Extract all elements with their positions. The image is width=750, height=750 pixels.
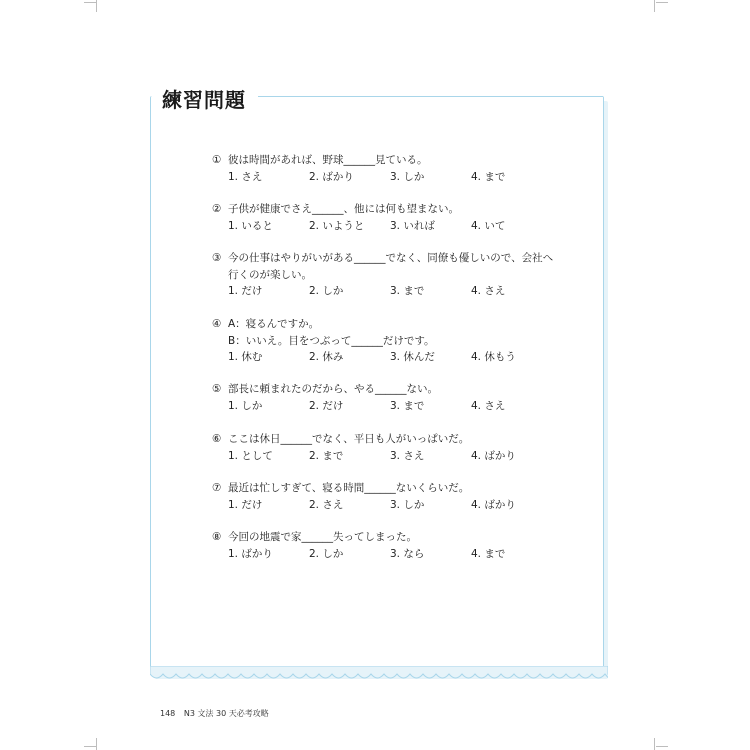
choice: 4. ばかり	[471, 449, 516, 462]
choice: 2. いようと	[309, 219, 365, 232]
page-footer	[160, 708, 269, 719]
choice: 1. ばかり	[228, 547, 273, 560]
choice: 4. いて	[471, 219, 506, 232]
question-8	[212, 529, 572, 562]
question-text: 最近は忙しすぎて、寝る時間______ないくらいだ。	[228, 482, 470, 494]
question-text: 彼は時間があれば、野球______見ている。	[228, 154, 428, 166]
choice: 4. さえ	[471, 285, 506, 297]
crop-mark	[96, 0, 97, 12]
question-number: ②	[212, 203, 222, 215]
crop-mark	[84, 746, 96, 747]
question-text-cont: 行くのが楽しい。	[228, 268, 312, 281]
crop-mark	[84, 2, 96, 3]
question-5	[212, 381, 572, 414]
crop-mark	[654, 0, 655, 12]
choices	[212, 448, 572, 465]
choices	[212, 349, 572, 366]
question-3	[212, 250, 572, 300]
choices	[212, 169, 572, 186]
question-number: ③	[212, 252, 222, 264]
choices	[212, 218, 572, 235]
question-number: ⑤	[212, 383, 222, 395]
exercise-frame	[150, 88, 608, 684]
scalloped-border	[150, 666, 608, 682]
question-4	[212, 316, 572, 366]
choice: 1. いると	[228, 219, 273, 232]
question-number: ④	[212, 318, 222, 330]
crop-mark	[656, 746, 668, 747]
question-6	[212, 431, 572, 464]
question-text: 子供が健康でさえ______、他には何も望まない。	[228, 203, 459, 215]
crop-mark	[654, 738, 655, 750]
choices	[212, 283, 572, 300]
choice: 1. 休む	[228, 351, 263, 363]
choice: 1. だけ	[228, 285, 263, 297]
question-text-cont: B：いいえ。目をつぶって______だけです。	[228, 334, 435, 347]
question-number: ①	[212, 154, 222, 166]
question-number: ⑦	[212, 482, 222, 494]
question-text: 今の仕事はやりがいがある______でなく、同僚も優しいので、会社へ	[228, 252, 554, 264]
question-1	[212, 152, 572, 185]
choice: 4. まで	[471, 547, 506, 560]
page-title: 練習問題	[162, 84, 252, 113]
choice: 1. だけ	[228, 498, 263, 511]
choice: 4. ばかり	[471, 498, 516, 511]
choices	[212, 497, 572, 514]
question-text: ここは休日______でなく、平日も人がいっぱいだ。	[228, 433, 470, 445]
choice: 3. まで	[390, 399, 425, 412]
choices	[212, 398, 572, 415]
choice: 2. ばかり	[309, 170, 354, 183]
question-number: ⑧	[212, 531, 222, 543]
crop-mark	[656, 2, 668, 3]
choice: 1. しか	[228, 399, 263, 412]
choice: 2. 休み	[309, 351, 344, 363]
choices	[212, 546, 572, 563]
frame-top-rule	[258, 96, 603, 97]
choice: 3. 休んだ	[390, 351, 435, 363]
choice: 3. しか	[390, 498, 425, 511]
choice: 1. さえ	[228, 170, 263, 183]
choice: 2. しか	[309, 547, 344, 560]
choice: 3. まで	[390, 285, 425, 297]
choice: 3. しか	[390, 170, 425, 183]
choice: 1. として	[228, 449, 273, 462]
question-2	[212, 201, 572, 234]
choice: 4. 休もう	[471, 351, 516, 363]
page-number: 148	[160, 709, 176, 718]
choice: 2. さえ	[309, 498, 344, 511]
question-text: A：寝るんですか。	[228, 318, 320, 330]
choice: 2. しか	[309, 285, 344, 297]
choice: 4. まで	[471, 170, 506, 183]
choice: 3. なら	[390, 547, 425, 560]
question-7	[212, 480, 572, 513]
question-text: 部長に頼まれたのだから、やる______ない。	[228, 383, 438, 395]
question-number: ⑥	[212, 433, 222, 445]
book-title: N3 文法 30 天必考攻略	[183, 709, 269, 718]
crop-mark	[96, 738, 97, 750]
choice: 3. さえ	[390, 449, 425, 462]
choice: 2. まで	[309, 449, 344, 462]
choice: 4. さえ	[471, 399, 506, 412]
choice: 3. いれば	[390, 219, 435, 232]
question-text: 今回の地震で家______失ってしまった。	[228, 531, 417, 543]
choice: 2. だけ	[309, 399, 344, 412]
